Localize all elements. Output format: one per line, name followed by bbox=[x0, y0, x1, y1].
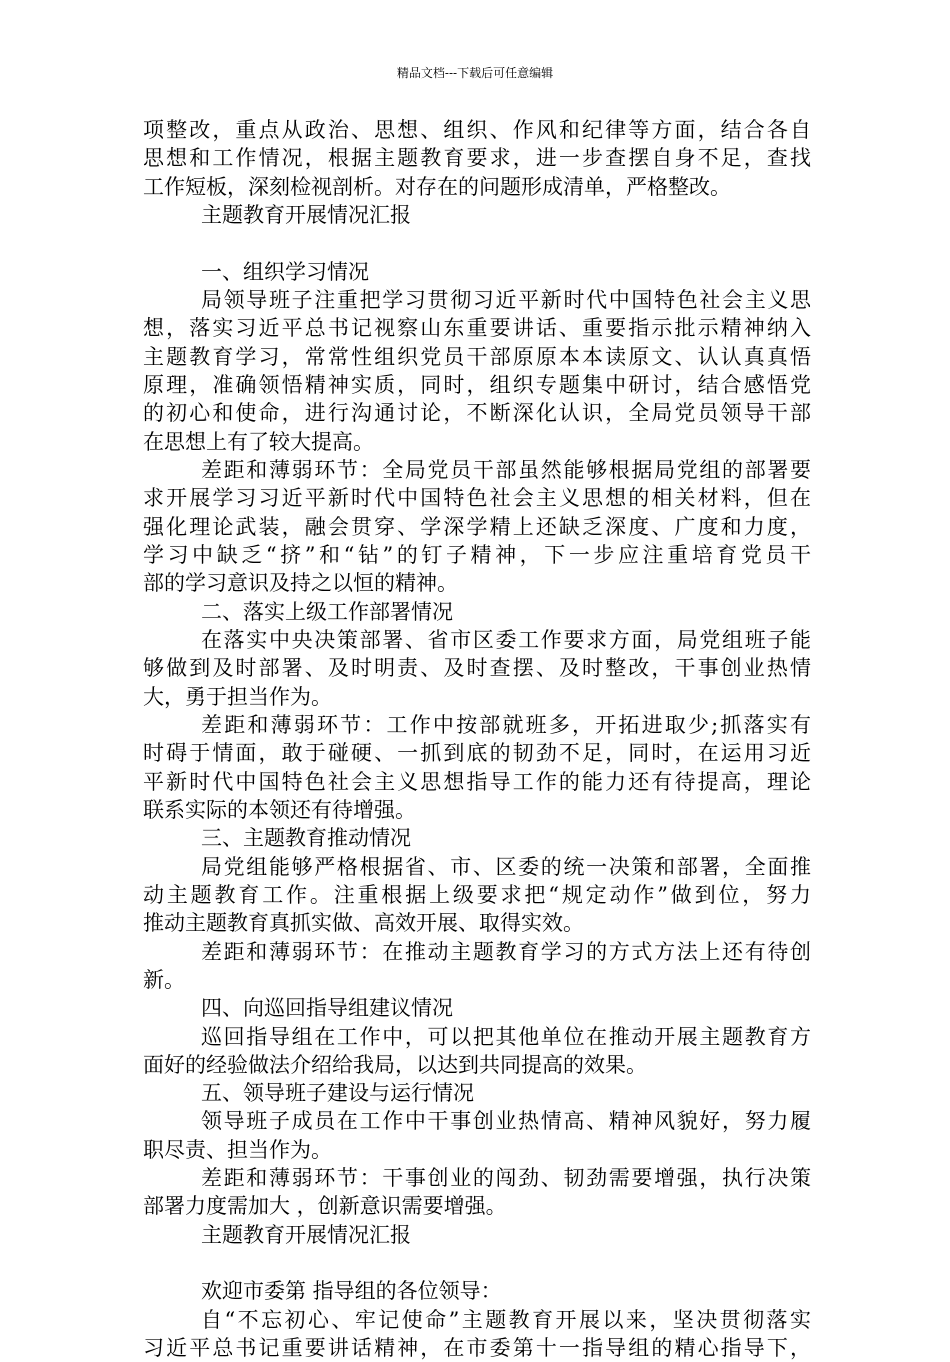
text-line: 够做到及时部署、及时明责、及时查摆、及时整改，干事创业热情 bbox=[143, 656, 811, 681]
text-line: 习近平总书记重要讲话精神，在市委第十一指导组的精心指导下， bbox=[143, 1336, 811, 1361]
text-line: 五、领导班子建设与运行情况 bbox=[201, 1081, 474, 1106]
blank-line bbox=[143, 229, 811, 257]
text-line: 推动主题教育真抓实做、高效开展、取得实效。 bbox=[143, 911, 584, 936]
text-line: 领导班子成员在工作中干事创业热情高、精神风貌好，努力履 bbox=[201, 1109, 811, 1134]
text-line: 求开展学习习近平新时代中国特色社会主义思想的相关材料，但在 bbox=[143, 486, 811, 511]
text-line: 欢迎市委第 指导组的各位领导： bbox=[201, 1279, 502, 1304]
text-line: 强化理论武装，融会贯穿、学深学精上还缺乏深度、广度和力度， bbox=[143, 514, 811, 539]
text-line: 在思想上有了较大提高。 bbox=[143, 429, 374, 454]
text-line: 想，落实习近平总书记视察山东重要讲话、重要指示批示精神纳入 bbox=[143, 316, 811, 341]
text-line: 一、组织学习情况 bbox=[201, 259, 369, 284]
text-line: 局党组能够严格根据省、市、区委的统一决策和部署，全面推 bbox=[201, 854, 811, 879]
blank-line bbox=[143, 1249, 811, 1277]
text-line: 时碍于情面，敢于碰硬、一抓到底的韧劲不足，同时，在运用习近 bbox=[143, 741, 811, 766]
text-line: 差距和薄弱环节：干事创业的闯劲、韧劲需要增强，执行决策 bbox=[201, 1166, 811, 1191]
text-line: 工作短板，深刻检视剖析。对存在的问题形成清单，严格整改。 bbox=[143, 174, 731, 199]
text-line: 原理，准确领悟精神实质，同时，组织专题集中研讨，结合感悟党 bbox=[143, 372, 811, 397]
text-line: 项整改，重点从政治、思想、组织、作风和纪律等方面，结合各自 bbox=[143, 118, 811, 142]
text-line: 联系实际的本领还有待增强。 bbox=[143, 797, 416, 822]
text-line: 大，勇于担当作为。 bbox=[143, 684, 332, 709]
text-line: 新。 bbox=[143, 967, 185, 992]
text-line: 主题教育学习，常常性组织党员干部原原本本读原文、认认真真悟 bbox=[143, 344, 811, 369]
text-line: 差距和薄弱环节：在推动主题教育学习的方式方法上还有待创 bbox=[201, 939, 811, 964]
text-line: 四、向巡回指导组建议情况 bbox=[201, 996, 453, 1021]
text-line: 巡回指导组在工作中，可以把其他单位在推动开展主题教育方 bbox=[201, 1024, 811, 1049]
text-line: 局领导班子注重把学习贯彻习近平新时代中国特色社会主义思 bbox=[201, 287, 811, 312]
document-body bbox=[143, 116, 811, 1362]
text-line: 思想和工作情况，根据主题教育要求，进一步查摆自身不足，查找 bbox=[143, 146, 811, 171]
text-line: 平新时代中国特色社会主义思想指导工作的能力还有待提高，理论 bbox=[143, 769, 811, 794]
text-line: 差距和薄弱环节：工作中按部就班多，开拓进取少;抓落实有 bbox=[201, 712, 811, 737]
text-line: 在落实中央决策部署、省市区委工作要求方面，局党组班子能 bbox=[201, 627, 811, 652]
text-line: 学习中缺乏“挤”和“钻”的钉子精神，下一步应注重培育党员干 bbox=[143, 542, 811, 567]
text-line: 自“不忘初心、牢记使命”主题教育开展以来，坚决贯彻落实 bbox=[201, 1307, 811, 1332]
text-line: 三、主题教育推动情况 bbox=[201, 826, 411, 851]
text-line: 二、落实上级工作部署情况 bbox=[201, 599, 453, 624]
text-line: 面好的经验做法介绍给我局，以达到共同提高的效果。 bbox=[143, 1052, 647, 1077]
text-line: 动主题教育工作。注重根据上级要求把“规定动作”做到位，努力 bbox=[143, 882, 811, 907]
text-line: 主题教育开展情况汇报 bbox=[201, 1222, 411, 1247]
text-line: 主题教育开展情况汇报 bbox=[201, 202, 411, 227]
text-line: 的初心和使命，进行沟通讨论，不断深化认识，全局党员领导干部 bbox=[143, 401, 811, 426]
text-line: 职尽责、担当作为。 bbox=[143, 1137, 332, 1162]
text-line: 差距和薄弱环节：全局党员干部虽然能够根据局党组的部署要 bbox=[201, 457, 811, 482]
page-header: 精品文档---下载后可任意编辑 bbox=[396, 66, 554, 80]
text-line: 部署力度需加大 ，创新意识需要增强。 bbox=[143, 1194, 507, 1219]
text-line: 部的学习意识及持之以恒的精神。 bbox=[143, 571, 458, 596]
